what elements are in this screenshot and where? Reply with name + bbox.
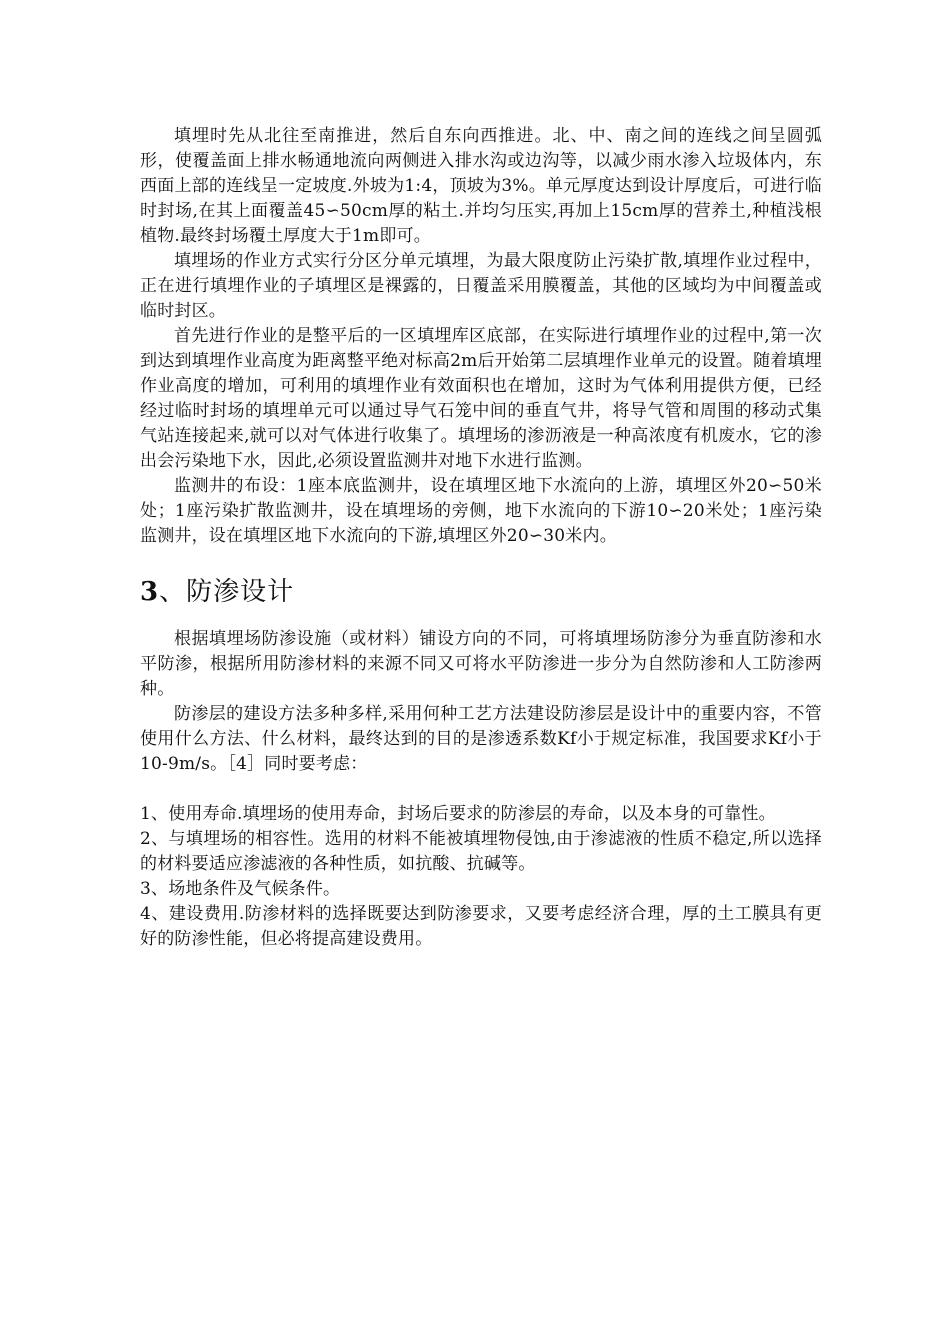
document-page: [140, 124, 822, 952]
list-item-compatibility: 2、与填埋场的相容性。选用的材料不能被填埋物侵蚀,由于渗滤液的性质不稳定,所以选择的材料要适应渗滤液的各种性质，如抗酸、抗碱等。: [140, 829, 822, 874]
section-heading-anti-seepage: [140, 575, 822, 609]
list-item-service-life: 1、使用寿命.填埋场的使用寿命，封场后要求的防渗层的寿命，以及本身的可靠性。: [140, 804, 776, 824]
section-heading-number: 3: [140, 577, 160, 607]
paragraph-monitoring-wells: 监测井的布设：1座本底监测井，设在填埋区地下水流向的上游，填埋区外20∽50米处；1座污染扩散监测井，设在填埋场的旁侧，地下水流向的下游10∽20米处；1座污染监测井，设在填埋区地下水流向的下游,填埋区外20∽30米内。: [140, 476, 822, 546]
paragraph-landfill-operation: 填埋场的作业方式实行分区分单元填埋，为最大限度防止污染扩散,填埋作业过程中，正在进行填埋作业的子填埋区是裸露的，日覆盖采用膜覆盖，其他的区域均为中间覆盖或临时封区。: [140, 251, 822, 321]
blank-line: [140, 777, 822, 802]
paragraph-landfill-sequence: 填埋时先从北往至南推进，然后自东向西推进。北、中、南之间的连线之间呈圆弧形，使覆盖面上排水畅通地流向两侧进入排水沟或边沟等，以减少雨水渗入垃圾体内，东西面上部的连线呈一定坡度.外坡为1:4，顶坡为3%。单元厚度达到设计厚度后，可进行临时封场,在其上面覆盖45∽50cm厚的粘土.并均匀压实,再加上15cm厚的营养土,种植浅根植物.最终封场覆土厚度大于1m即可。: [140, 126, 822, 246]
section-heading-text: 、防渗设计: [159, 577, 295, 607]
paragraph-anti-seepage-types: 根据填埋场防渗设施（或材料）铺设方向的不同，可将填埋场防渗分为垂直防渗和水平防渗，根据所用防渗材料的来源不同又可将水平防渗进一步分为自然防渗和人工防渗两种。: [140, 629, 822, 699]
paragraph-landfill-gas: 首先进行作业的是整平后的一区填埋库区底部，在实际进行填埋作业的过程中,第一次到达到填埋作业高度为距离整平绝对标高2m后开始第二层填埋作业单元的设置。随着填埋作业高度的增加，可利用的填埋作业有效面积也在增加，这时为气体利用提供方便，已经经过临时封场的填埋单元可以通过导气石笼中间的垂直气井，将导气管和周围的移动式集气站连接起来,就可以对气体进行收集了。填埋场的渗沥液是一种高浓度有机废水，它的渗出会污染地下水，因此,必须设置监测井对地下水进行监测。: [140, 326, 822, 471]
list-item-site-conditions: 3、场地条件及气候条件。: [140, 879, 341, 899]
paragraph-anti-seepage-construction: 防渗层的建设方法多种多样,采用何种工艺方法建设防渗层是设计中的重要内容，不管使用什么方法、什么材料，最终达到的目的是渗透系数Kf小于规定标准，我国要求Kf小于10-9m/s。［4］同时要考虑：: [140, 704, 822, 774]
list-item-construction-cost: 4、建设费用.防渗材料的选择既要达到防渗要求，又要考虑经济合理，厚的土工膜具有更好的防渗性能，但必将提高建设费用。: [140, 904, 822, 949]
